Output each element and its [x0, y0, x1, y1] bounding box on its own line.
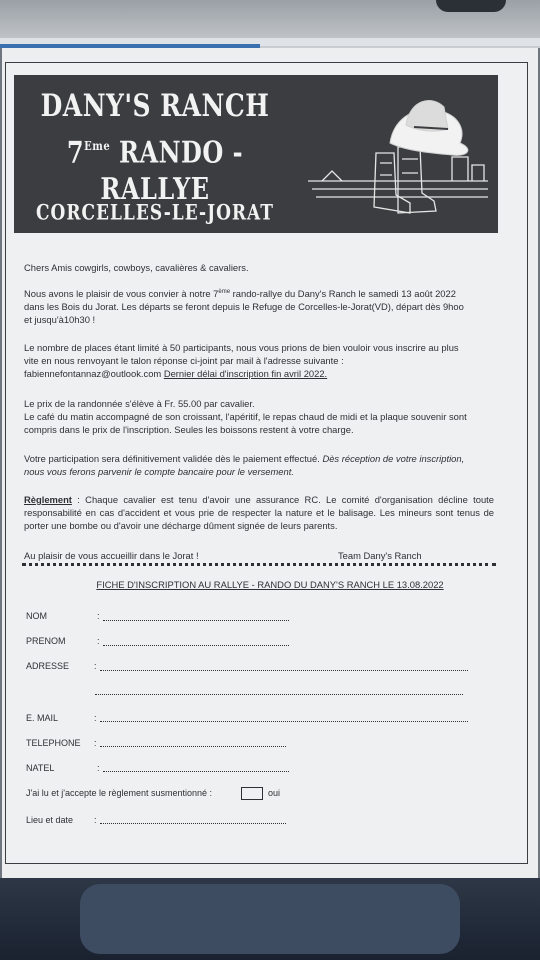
colon-telephone: : — [94, 738, 97, 748]
paragraph-invitation — [24, 286, 494, 326]
label-prenom: PRENOM — [26, 636, 66, 646]
signature: Team Dany's Ranch — [338, 550, 422, 561]
colon-nom: : — [97, 611, 100, 621]
greeting: Chers Amis cowgirls, cowboys, cavalières & cavaliers. — [24, 262, 249, 273]
field-email[interactable] — [100, 721, 468, 722]
label-accept-rules: J'ai lu et j'accepte le règlement susmentionné : — [26, 788, 213, 798]
field-prenom[interactable] — [103, 645, 289, 646]
edition-name: RANDO - RALLYE — [100, 133, 244, 207]
background-bottom — [0, 878, 540, 960]
dark-object — [436, 0, 506, 12]
colon-prenom: : — [97, 636, 100, 646]
field-nom[interactable] — [103, 620, 289, 621]
background-top — [0, 0, 540, 48]
cowboy-hat-boots-illustration — [302, 85, 492, 225]
label-natel: NATEL — [26, 763, 55, 773]
colon-natel: : — [97, 763, 100, 773]
banner-location: CORCELLES-LE-JORAT — [36, 200, 274, 226]
invitation-line-2: dans les Bois du Jorat. Les départs se feront depuis le Refuge de Corcelles-le-Jorat(VD), départ dès 9hoo — [24, 301, 464, 313]
field-adresse-line-1[interactable] — [100, 670, 468, 671]
colon-lieu-date: : — [94, 815, 97, 825]
label-oui: oui — [268, 788, 281, 798]
invitation-line-1: Nous avons le plaisir de vous convier à notre 7ème rando-rallye du Dany's Ranch le samedi 13 août 2022 — [24, 288, 456, 300]
cut-line-divider — [22, 563, 496, 566]
accept-rules-checkbox[interactable] — [241, 787, 263, 800]
form-title: FICHE D'INSCRIPTION AU RALLYE - RANDO DU DANY'S RANCH LE 13.08.2022 — [96, 579, 444, 590]
contact-email: fabiennefontannaz@outlook.com — [24, 368, 162, 379]
paragraph-payment: Votre participation sera définitivement validée dès le paiement effectué. Dès réception de votre inscription, nous vous ferons parvenir le compte bancaire pour le versement. — [24, 453, 465, 477]
rules-label: Règlement — [24, 494, 72, 505]
colon-adresse: : — [94, 661, 97, 671]
paragraph-rules: Règlement : Chaque cavalier est tenu d'avoir une assurance RC. Le comité d'organisation décline toute responsabilité en cas d'accident et vous prie de respecter la nature et le balisage. Les mineurs sont tenus de porter une bombe ou d'avoir une décharge dûment signée de leurs parents. — [24, 494, 494, 531]
colon-email: : — [94, 713, 97, 723]
label-nom: NOM — [26, 611, 47, 621]
invitation-line-3: et jusqu'à10h30 ! — [24, 314, 96, 326]
field-natel[interactable] — [103, 771, 289, 772]
deadline-note: Dernier délai d'inscription fin avril 2022. — [163, 368, 328, 379]
paragraph-price: Le prix de la randonnée s'élève à Fr. 55.00 par cavalier. Le café du matin accompagné de son croissant, l'apéritif, le repas chaud de midi et la plaque souvenir sont compris dans le prix de l'inscription. Seules les boissons restent à votre charge. — [24, 398, 467, 435]
edition-number: 7 — [66, 133, 85, 170]
label-telephone: TELEPHONE — [26, 738, 81, 748]
banner-title: DANY'S RANCH — [40, 87, 270, 124]
label-email: E. MAIL — [26, 713, 59, 723]
banner-edition — [14, 134, 296, 207]
edition-suffix: Eme — [84, 140, 111, 154]
label-lieu-date: Lieu et date — [26, 815, 74, 825]
paragraph-registration: Le nombre de places étant limité à 50 participants, nous vous prions de bien vouloir vous inscrire au plus vite en nous renvoyant le talon réponse ci-joint par mail à l'adresse suivante : fabiennefontannaz@outlook.com Dernier délai d'inscription fin avril 2022. — [24, 342, 459, 379]
closing-line: Au plaisir de vous accueillir dans le Jorat ! — [24, 550, 199, 561]
header-banner — [14, 75, 498, 233]
fabric-blob — [80, 884, 460, 954]
field-telephone[interactable] — [100, 746, 286, 747]
field-adresse-line-2[interactable] — [95, 694, 463, 695]
field-lieu-date[interactable] — [100, 823, 286, 824]
label-adresse: ADRESSE — [26, 661, 70, 671]
